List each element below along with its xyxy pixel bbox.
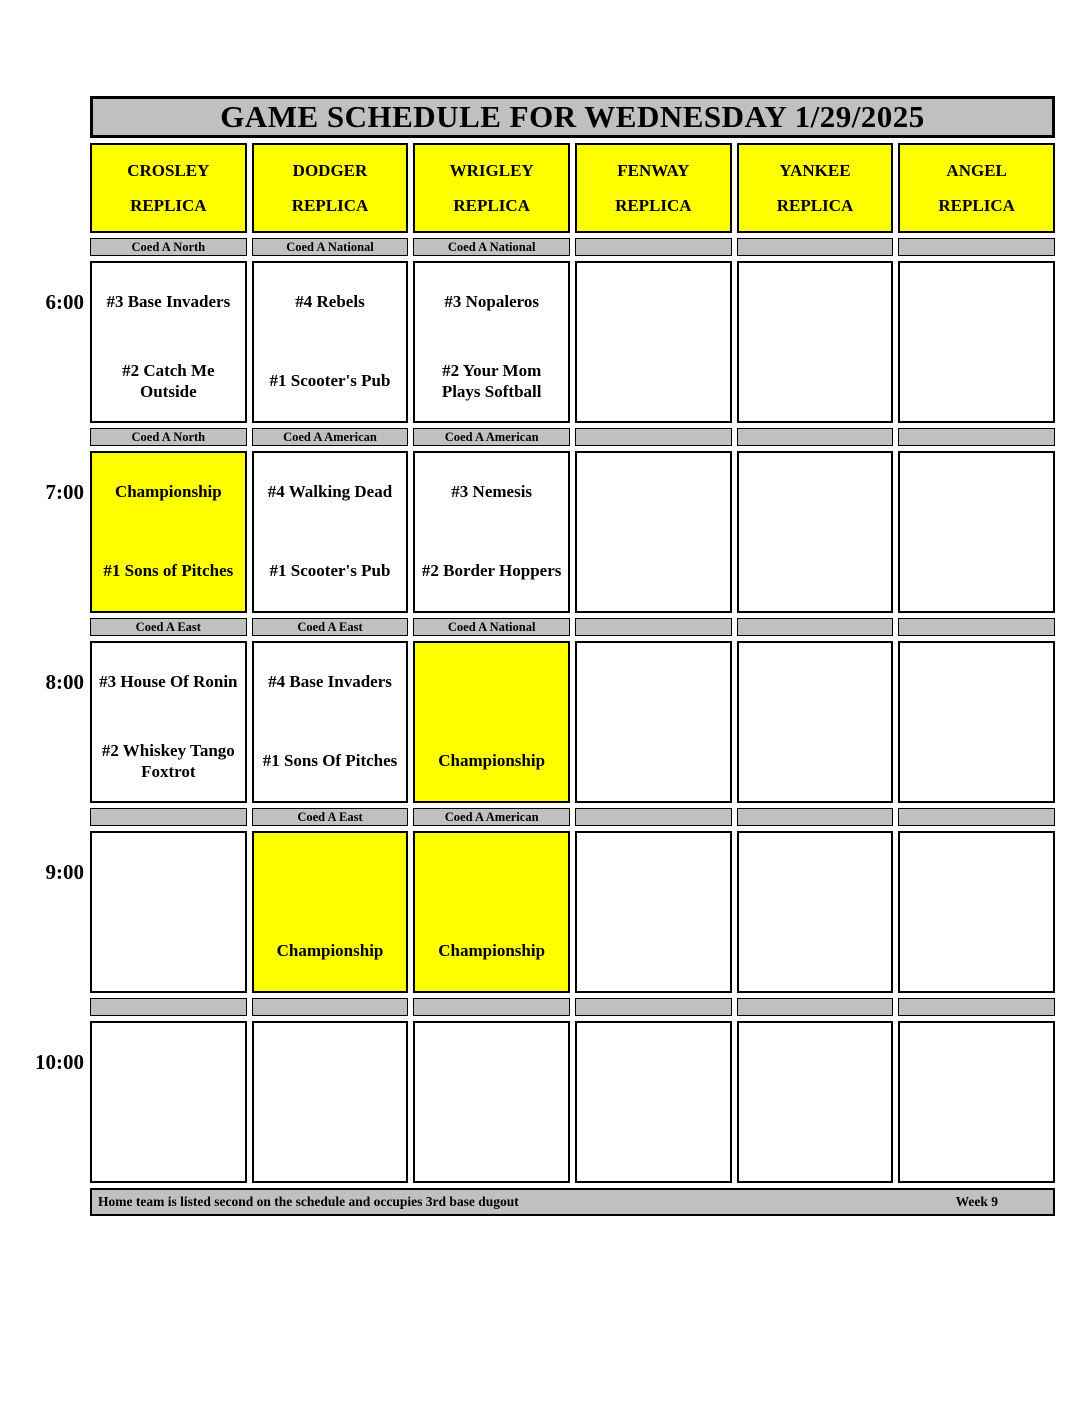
home-team [739,722,892,801]
game-cell [898,831,1055,993]
game-cell [898,641,1055,803]
home-team: Championship [438,751,546,771]
away-team: #4 Rebels [295,292,365,312]
home-team: #1 Scooter's Pub [269,561,391,581]
field-name: WRIGLEY [449,160,534,180]
home-team [900,342,1053,421]
away-team [577,833,730,912]
game-cell [737,641,894,803]
division-label [575,808,732,826]
division-label [737,618,894,636]
time-label-9: 9:00 [45,860,84,884]
home-team [739,912,892,991]
away-team: #3 Base Invaders [106,292,231,312]
home-team [92,912,245,991]
game-cell [898,1021,1055,1183]
game-cell [575,1021,732,1183]
division-label [898,238,1055,256]
game-cell [413,641,570,803]
home-team [577,912,730,991]
home-team [900,722,1053,801]
home-team: #2 Whiskey Tango Foxtrot [101,741,235,781]
away-team [900,1023,1053,1102]
away-team [577,1023,730,1102]
division-label [898,428,1055,446]
game-cell [252,831,409,993]
away-team: #4 Base Invaders [268,672,392,692]
home-team [577,532,730,611]
game-cell [737,261,894,423]
away-team [254,1023,407,1102]
game-cell [575,261,732,423]
home-team: #1 Scooter's Pub [269,371,391,391]
field-header-dodger [252,143,409,233]
game-cell [575,451,732,613]
game-cell [737,831,894,993]
division-label [898,998,1055,1016]
home-team [254,1102,407,1181]
home-team: #1 Sons of Pitches [103,561,234,581]
game-cell [413,831,570,993]
schedule-title: GAME SCHEDULE FOR WEDNESDAY 1/29/2025 [90,96,1055,138]
away-team [577,643,730,722]
division-label [575,618,732,636]
away-team [415,1023,568,1102]
division-label: Coed A East [252,618,409,636]
division-label [898,618,1055,636]
field-type: REPLICA [776,195,854,215]
division-label [575,238,732,256]
field-type: REPLICA [453,195,530,215]
division-label: Coed A National [252,238,409,256]
division-label [737,428,894,446]
game-cell [252,641,409,803]
division-label: Coed A East [90,618,247,636]
home-team: Championship [276,941,384,961]
away-team [739,453,892,532]
game-cell [90,261,247,423]
division-label: Coed A American [413,808,570,826]
home-team [415,1102,568,1181]
field-header-wrigley [413,143,570,233]
field-header-angel [898,143,1055,233]
time-label-6: 6:00 [45,290,84,314]
game-cell [575,641,732,803]
home-team [900,1102,1053,1181]
home-team [577,722,730,801]
away-team [577,263,730,342]
away-team [900,453,1053,532]
away-team [415,833,568,912]
division-label [413,998,570,1016]
home-team: #2 Border Hoppers [421,561,562,581]
game-cell [413,261,570,423]
field-header-yankee [737,143,894,233]
game-cell [413,451,570,613]
division-label: Coed A National [413,618,570,636]
footer-bar [90,1188,1055,1216]
field-type: REPLICA [615,195,692,215]
away-team [900,263,1053,342]
field-type: REPLICA [938,195,1015,215]
division-label [575,428,732,446]
away-team [900,833,1053,912]
away-team: #3 Nemesis [451,482,533,502]
game-cell [252,1021,409,1183]
division-label [737,238,894,256]
footer-note: Home team is listed second on the schedule and occupies 3rd base dugout [98,1194,519,1209]
away-team: Championship [114,482,222,502]
away-team [92,833,245,912]
division-label [737,998,894,1016]
home-team [577,342,730,421]
home-team [900,532,1053,611]
division-label: Coed A National [413,238,570,256]
home-team [92,1102,245,1181]
division-label [90,998,247,1016]
division-label [90,808,247,826]
home-team [900,912,1053,991]
away-team [739,1023,892,1102]
game-cell [90,831,247,993]
game-cell [575,831,732,993]
away-team: #3 House Of Ronin [99,672,238,692]
away-team [92,1023,245,1102]
game-cell [90,451,247,613]
away-team [577,453,730,532]
division-label: Coed A East [252,808,409,826]
home-team: #2 Your Mom Plays Softball [441,361,542,401]
away-team [739,263,892,342]
away-team: #4 Walking Dead [267,482,393,502]
schedule-table [90,96,1055,1216]
away-team [739,643,892,722]
home-team: #1 Sons Of Pitches [262,751,398,771]
home-team [739,532,892,611]
game-cell [737,1021,894,1183]
game-cell [737,451,894,613]
field-header-fenway [575,143,732,233]
field-header-crosley [90,143,247,233]
division-label: Coed A American [413,428,570,446]
game-cell [413,1021,570,1183]
away-team [900,643,1053,722]
division-label [898,808,1055,826]
division-label [737,808,894,826]
field-name: DODGER [292,160,368,180]
game-cell [898,261,1055,423]
game-cell [90,641,247,803]
away-team [415,643,568,722]
home-team [739,1102,892,1181]
home-team: #2 Catch Me Outside [122,361,215,401]
away-team [739,833,892,912]
time-label-7: 7:00 [45,480,84,504]
field-name: FENWAY [617,160,690,180]
field-name: CROSLEY [127,160,210,180]
week-label: Week 9 [955,1194,998,1209]
division-label [252,998,409,1016]
field-type: REPLICA [130,195,207,215]
field-name: YANKEE [779,160,851,180]
away-team: #3 Nopaleros [444,292,539,312]
game-cell [90,1021,247,1183]
time-label-8: 8:00 [45,670,84,694]
division-label: Coed A North [90,428,247,446]
field-type: REPLICA [291,195,369,215]
game-cell [898,451,1055,613]
field-name: ANGEL [946,160,1007,180]
time-label-10: 10:00 [35,1050,84,1074]
home-team [577,1102,730,1181]
division-label: Coed A North [90,238,247,256]
division-label: Coed A American [252,428,409,446]
game-cell [252,261,409,423]
game-cell [252,451,409,613]
home-team [739,342,892,421]
away-team [254,833,407,912]
home-team: Championship [438,941,546,961]
division-label [575,998,732,1016]
